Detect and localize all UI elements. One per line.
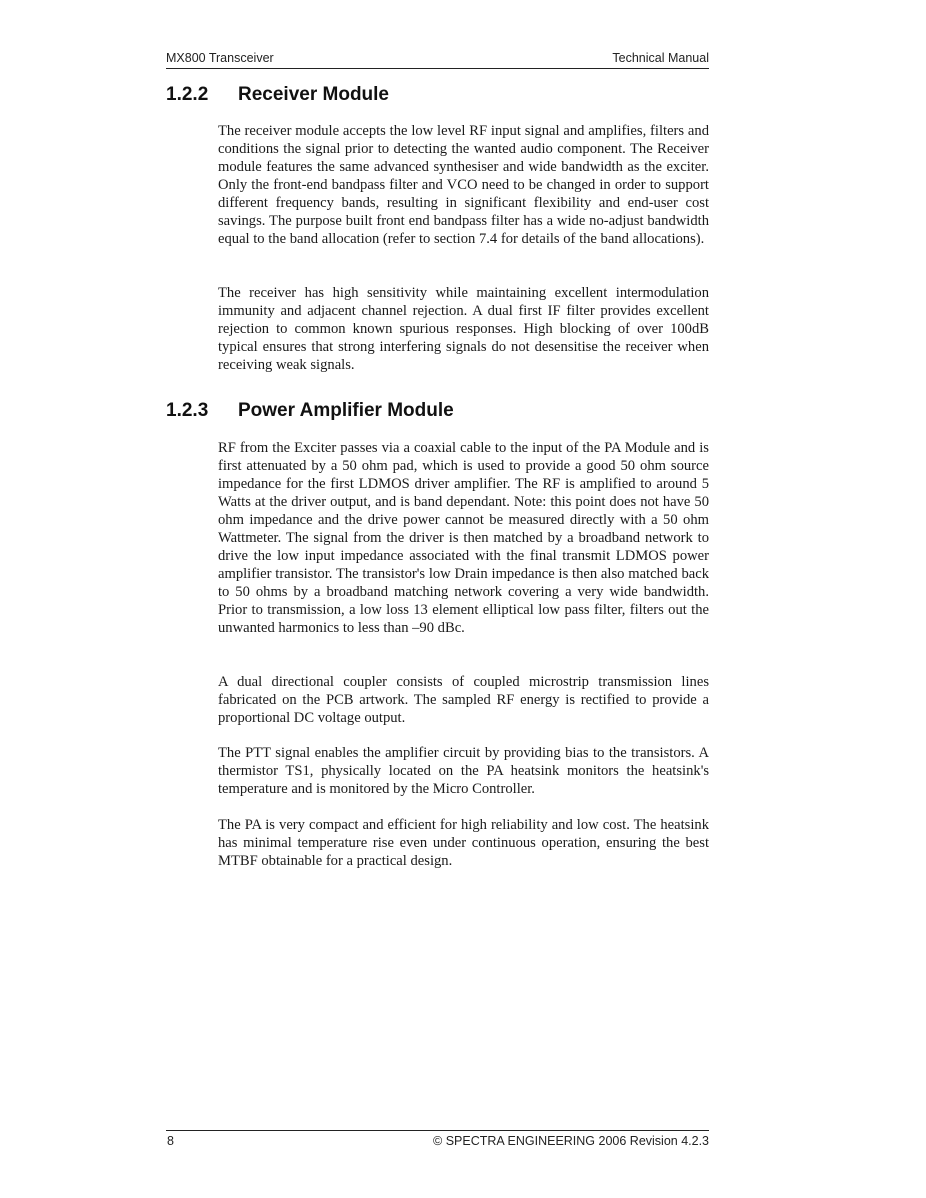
page-header <box>166 50 709 69</box>
section-title: Power Amplifier Module <box>238 400 454 421</box>
paragraph-pa-efficiency: The PA is very compact and efficient for high reliability and low cost. The heatsink has minimal temperature rise even under continuous operation, ensuring the best MTBF obtainable for a practical design. <box>218 817 709 869</box>
section-number: 1.2.2 <box>166 84 209 105</box>
section-title: Receiver Module <box>238 84 389 105</box>
paragraph-receiver-sensitivity: The receiver has high sensitivity while maintaining excellent intermodulation immunity and adjacent channel rejection. A dual first IF filter provides excellent rejection to common known spurious responses. High blocking of over 100dB typical ensures that strong interfering signals do not desensitise the receiver when receiving weak signals. <box>218 285 709 373</box>
footer-copyright: © SPECTRA ENGINEERING 2006 Revision 4.2.3 <box>433 1134 709 1148</box>
header-manual-type: Technical Manual <box>612 51 709 65</box>
paragraph-receiver-intro: The receiver module accepts the low level RF input signal and amplifies, filters and conditions the signal prior to detecting the wanted audio component. The Receiver module features the same advanced synthesiser and wide bandwidth as the exciter. Only the front-end bandpass filter and VCO need to be changed in order to support different frequency bands, resulting in significant flexibility and end-user cost savings. The purpose built front end bandpass filter has a wide no-adjust bandwidth equal to the band allocation (refer to section 7.4 for details of the band allocations). <box>218 123 709 247</box>
paragraph-pa-ptt: The PTT signal enables the amplifier circuit by providing bias to the transistors. A thermistor TS1, physically located on the PA heatsink monitors the heatsink's temperature and is monitored by the Micro Controller. <box>218 745 709 797</box>
page-footer <box>166 1130 709 1153</box>
header-document-title: MX800 Transceiver <box>166 51 274 65</box>
paragraph-pa-coupler: A dual directional coupler consists of coupled microstrip transmission lines fabricated on the PCB artwork. The sampled RF energy is rectified to provide a proportional DC voltage output. <box>218 674 709 726</box>
section-heading-receiver-module <box>166 84 389 106</box>
paragraph-pa-signal-path: RF from the Exciter passes via a coaxial cable to the input of the PA Module and is first attenuated by a 50 ohm pad, which is used to provide a good 50 ohm source impedance for the first LDMOS driver amplifier. The RF is amplified to around 5 Watts at the driver output, and is band dependant. Note: this point does not have 50 ohm impedance and the drive power cannot be measured directly with a 50 ohm Wattmeter. The signal from the driver is then matched by a broadband network to drive the low input impedance associated with the final transmit LDMOS power amplifier transistor. The transistor's low Drain impedance is then also matched back to 50 ohms by a broadband matching network covering a very wide bandwidth. Prior to transmission, a low loss 13 element elliptical low pass filter, filters out the unwanted harmonics to less than –90 dBc. <box>218 440 709 636</box>
section-number: 1.2.3 <box>166 400 209 421</box>
section-heading-power-amplifier-module <box>166 400 454 422</box>
footer-page-number: 8 <box>167 1134 174 1148</box>
